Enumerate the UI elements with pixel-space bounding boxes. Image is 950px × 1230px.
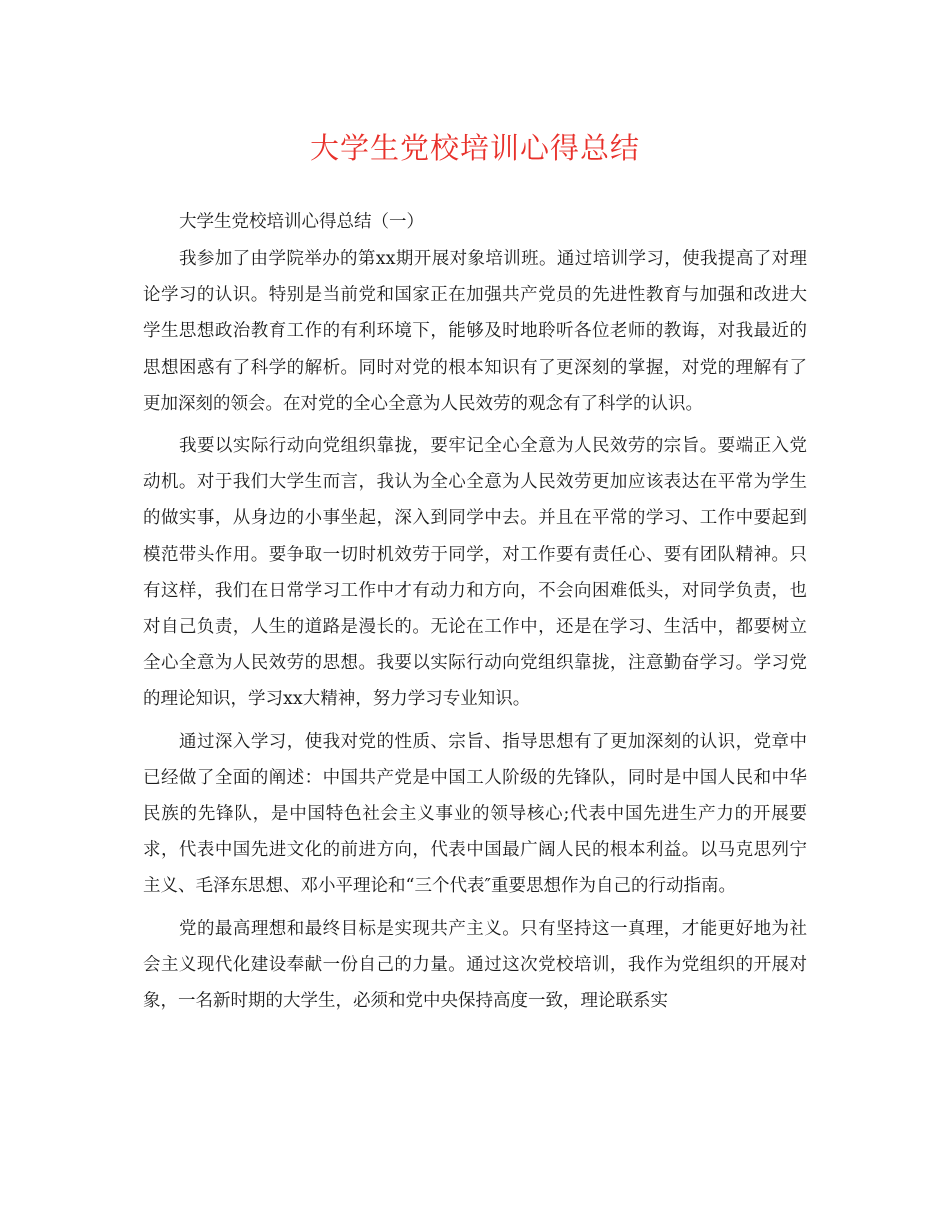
paragraph-1: 我参加了由学院举办的第xx期开展对象培训班。通过培训学习，使我提高了对理论学习的认识。特别是当前党和国家正在加强共产党员的先进性教育与加强和改进大学生思想政治教育工作的有利环境下，能够及时地聆听各位老师的教诲，对我最近的思想困惑有了科学的解析。同时对党的根本知识有了更深刻的掌握，对党的理解有了更加深刻的领会。在对党的全心全意为人民效劳的观念有了科学的认识。 [143,249,807,414]
document-body [143,204,807,1025]
paragraph-3: 通过深入学习，使我对党的性质、宗旨、指导思想有了更加深刻的认识，党章中已经做了全面的阐述：中国共产党是中国工人阶级的先锋队，同时是中国人民和中华民族的先锋队，是中国特色社会主义事业的领导核心;代表中国先进生产力的开展要求，代表中国先进文化的前进方向，代表中国最广阔人民的根本利益。以马克思列宁主义、毛泽东思想、邓小平理论和“三个代表″重要思想作为自己的行动指南。 [143,731,807,897]
paragraph-2: 我要以实际行动向党组织靠拢，要牢记全心全意为人民效劳的宗旨。要端正入党动机。对于我们大学生而言，我认为全心全意为人民效劳更加应该表达在平常为学生的做实事，从身边的小事坐起，深入到同学中去。并且在平常的学习、工作中要起到模范带头作用。要争取一切时机效劳于同学，对工作要有责任心、要有团队精神。只有这样，我们在日常学习工作中才有动力和方向，不会向困难低头，对同学负责，也对自己负责，人生的道路是漫长的。无论在工作中，还是在学习、生活中，都要树立全心全意为人民效劳的思想。我要以实际行动向党组织靠拢，注意勤奋学习。学习党的理论知识，学习xx大精神，努力学习专业知识。 [143,436,807,710]
paragraph-4: 党的最高理想和最终目标是实现共产主义。只有坚持这一真理，才能更好地为社会主义现代化建设奉献一份自己的力量。通过这次党校培训，我作为党组织的开展对象，一名新时期的大学生，必须和党中央保持高度一致，理论联系实 [143,918,807,1012]
section-subtitle: 大学生党校培训心得总结（一） [179,212,424,232]
page-title: 大学生党校培训心得总结 [309,131,640,165]
